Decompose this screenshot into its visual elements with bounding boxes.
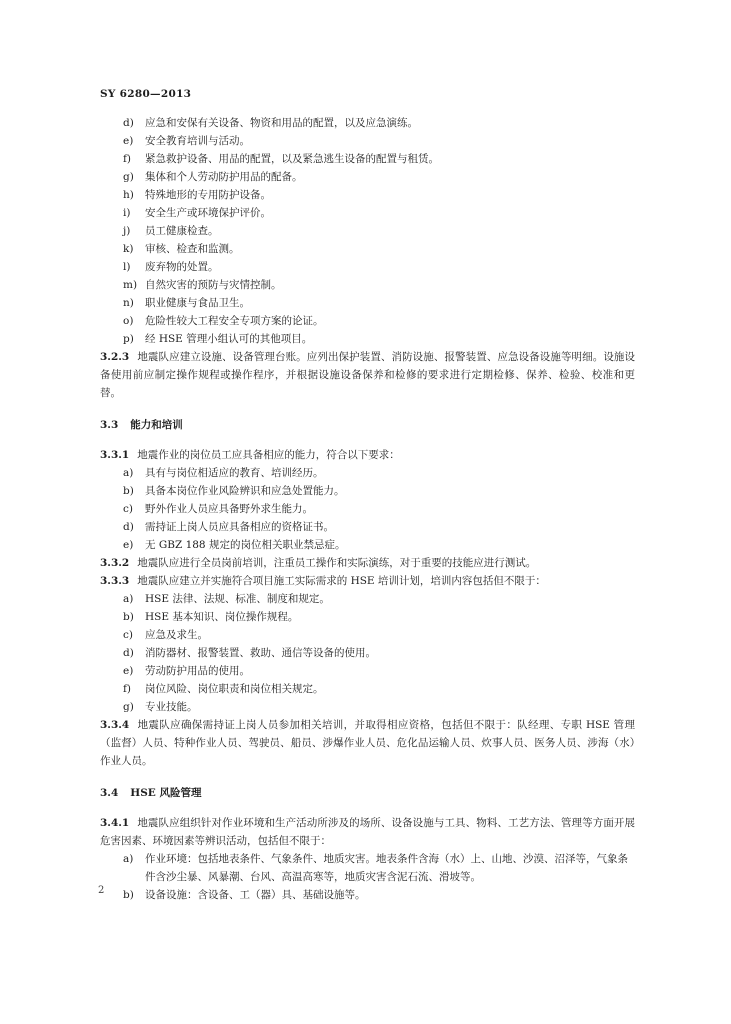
list-marker: f)	[123, 683, 131, 695]
list-item-text: 经 HSE 管理小组认可的其他项目。	[145, 333, 313, 345]
list-item-text: 安全生产或环境保护评价。	[145, 207, 271, 219]
list-item-text: 应急和安保有关设备、物资和用品的配置，以及应急演练。	[145, 117, 418, 129]
list-item	[100, 886, 635, 904]
clause-text: 地震队应建立设施、设备管理台账。应列出保护装置、消防设施、报警装置、应急设备设施等明细。设施设备使用前应制定操作规程或操作程序，并根据设施设备保养和检修的要求进行定期检修、保养、检验、校准和更替。	[100, 351, 635, 399]
list-item-text: 职业健康与食品卫生。	[145, 297, 250, 309]
list-item	[100, 464, 635, 482]
list-marker: g)	[123, 701, 134, 713]
list-marker: a)	[123, 593, 134, 605]
list-item	[100, 222, 635, 240]
list-item-text: 具备本岗位作业风险辨识和应急处置能力。	[145, 485, 345, 497]
list-marker: b)	[123, 611, 134, 623]
section-heading-3-3	[100, 416, 635, 434]
list-item-text: 消防器材、报警装置、救助、通信等设备的使用。	[145, 647, 376, 659]
list-item-text: 安全教育培训与活动。	[145, 135, 250, 147]
clause-number: 3.3.1	[100, 449, 130, 461]
section-title: 能力和培训	[130, 419, 183, 431]
clause-3-3-1	[100, 446, 635, 464]
list-marker: b)	[123, 485, 134, 497]
list-item	[100, 608, 635, 626]
list-item	[100, 536, 635, 554]
list-marker: g)	[123, 171, 134, 183]
list-item-text: 特殊地形的专用防护设备。	[145, 189, 271, 201]
page-number: 2	[98, 885, 105, 896]
list-item	[100, 294, 635, 312]
list-item	[100, 644, 635, 662]
clause-text: 地震作业的岗位员工应具备相应的能力，符合以下要求：	[137, 449, 400, 461]
clause-3-3-2	[100, 554, 635, 572]
list-item-text: 设备设施：含设备、工（器）具、基础设施等。	[145, 889, 366, 901]
clause-3-3-3	[100, 572, 635, 590]
list-item-text: 危险性较大工程安全专项方案的论证。	[145, 315, 324, 327]
clause-text: 地震队应进行全员岗前培训，注重员工操作和实际演练，对于重要的技能应进行测试。	[137, 557, 537, 569]
list-item-text: 无 GBZ 188 规定的岗位相关职业禁忌症。	[145, 539, 346, 551]
competence-requirements-list	[100, 464, 635, 554]
section-number: 3.4	[100, 787, 119, 799]
training-content-list	[100, 590, 635, 716]
list-item	[100, 312, 635, 330]
clause-number: 3.3.3	[100, 575, 130, 587]
clause-number: 3.3.2	[100, 557, 130, 569]
list-marker: c)	[123, 503, 133, 515]
section-heading-3-4	[100, 784, 635, 802]
list-marker: f)	[123, 153, 131, 165]
list-marker: l)	[123, 261, 131, 273]
list-item	[100, 186, 635, 204]
list-marker: e)	[123, 539, 134, 551]
clause-text: 地震队应建立并实施符合项目施工实际需求的 HSE 培训计划，培训内容包括但不限于：	[137, 575, 546, 587]
list-marker: o)	[123, 315, 134, 327]
list-item-text: 审核、检查和监测。	[145, 243, 240, 255]
list-marker: d)	[123, 521, 134, 533]
list-item	[100, 698, 635, 716]
clause-number: 3.4.1	[100, 817, 130, 829]
list-item	[100, 590, 635, 608]
list-marker: n)	[123, 297, 134, 309]
list-item	[100, 204, 635, 222]
list-item-text: 具有与岗位相适应的教育、培训经历。	[145, 467, 324, 479]
list-marker: d)	[123, 117, 134, 129]
list-marker: j)	[123, 225, 131, 237]
clause-text: 地震队应组织针对作业环境和生产活动所涉及的场所、设备设施与工具、物料、工艺方法、管理等方面开展危害因素、环境因素等辨识活动，包括但不限于：	[100, 817, 635, 847]
list-marker: i)	[123, 207, 131, 219]
list-item	[100, 680, 635, 698]
list-marker: a)	[123, 467, 134, 479]
list-item	[100, 482, 635, 500]
section-number: 3.3	[100, 419, 119, 431]
list-item-text: 专业技能。	[145, 701, 198, 713]
list-marker: e)	[123, 665, 134, 677]
list-marker: k)	[123, 243, 134, 255]
list-item-text: 劳动防护用品的使用。	[145, 665, 250, 677]
hazard-identification-list	[100, 850, 635, 904]
list-marker: b)	[123, 889, 134, 901]
list-marker: a)	[123, 853, 134, 865]
clause-3-4-1	[100, 814, 635, 850]
list-item-text: 野外作业人员应具备野外求生能力。	[145, 503, 313, 515]
list-marker: e)	[123, 135, 134, 147]
list-item-text: 紧急救护设备、用品的配置，以及紧急逃生设备的配置与租赁。	[145, 153, 439, 165]
list-item	[100, 626, 635, 644]
list-item-text: 员工健康检查。	[145, 225, 219, 237]
list-item	[100, 258, 635, 276]
clause-text: 地震队应确保需持证上岗人员参加相关培训，并取得相应资格，包括但不限于：队经理、专职 HSE 管理（监督）人员、特种作业人员、驾驶员、船员、涉爆作业人员、危化品运输人员、炊事人员、医务人员、涉海（水）作业人员。	[100, 719, 635, 767]
clause-number: 3.2.3	[100, 351, 130, 363]
list-item-text: 自然灾害的预防与灾情控制。	[145, 279, 282, 291]
clause-3-2-3	[100, 348, 635, 402]
clause-3-3-4	[100, 716, 635, 770]
list-marker: c)	[123, 629, 133, 641]
list-item	[100, 168, 635, 186]
list-item	[100, 276, 635, 294]
list-item-text: 集体和个人劳动防护用品的配备。	[145, 171, 303, 183]
list-item	[100, 662, 635, 680]
list-item-text: 岗位风险、岗位职责和岗位相关规定。	[145, 683, 324, 695]
clause-number: 3.3.4	[100, 719, 130, 731]
list-item-text: HSE 基本知识、岗位操作规程。	[145, 611, 299, 623]
list-marker: m)	[123, 279, 138, 291]
list-marker: h)	[123, 189, 134, 201]
standard-code: SY 6280—2013	[100, 88, 192, 100]
list-item-text: 应急及求生。	[145, 629, 208, 641]
cost-item-list	[100, 114, 635, 348]
list-item	[100, 500, 635, 518]
list-item	[100, 850, 635, 886]
list-item	[100, 114, 635, 132]
document-body	[100, 114, 635, 904]
list-item	[100, 240, 635, 258]
list-marker: d)	[123, 647, 134, 659]
list-item-text: 需持证上岗人员应具备相应的资格证书。	[145, 521, 334, 533]
list-marker: p)	[123, 333, 134, 345]
list-item-text: 废弃物的处置。	[145, 261, 219, 273]
list-item	[100, 518, 635, 536]
list-item	[100, 132, 635, 150]
list-item-text: HSE 法律、法规、标准、制度和规定。	[145, 593, 330, 605]
section-title: HSE 风险管理	[130, 787, 202, 799]
list-item-text: 作业环境：包括地表条件、气象条件、地质灾害。地表条件含海（水）上、山地、沙漠、沼泽等，气象条件含沙尘暴、风暴潮、台风、高温高寒等，地质灾害含泥石流、滑坡等。	[145, 853, 628, 883]
list-item	[100, 330, 635, 348]
list-item	[100, 150, 635, 168]
